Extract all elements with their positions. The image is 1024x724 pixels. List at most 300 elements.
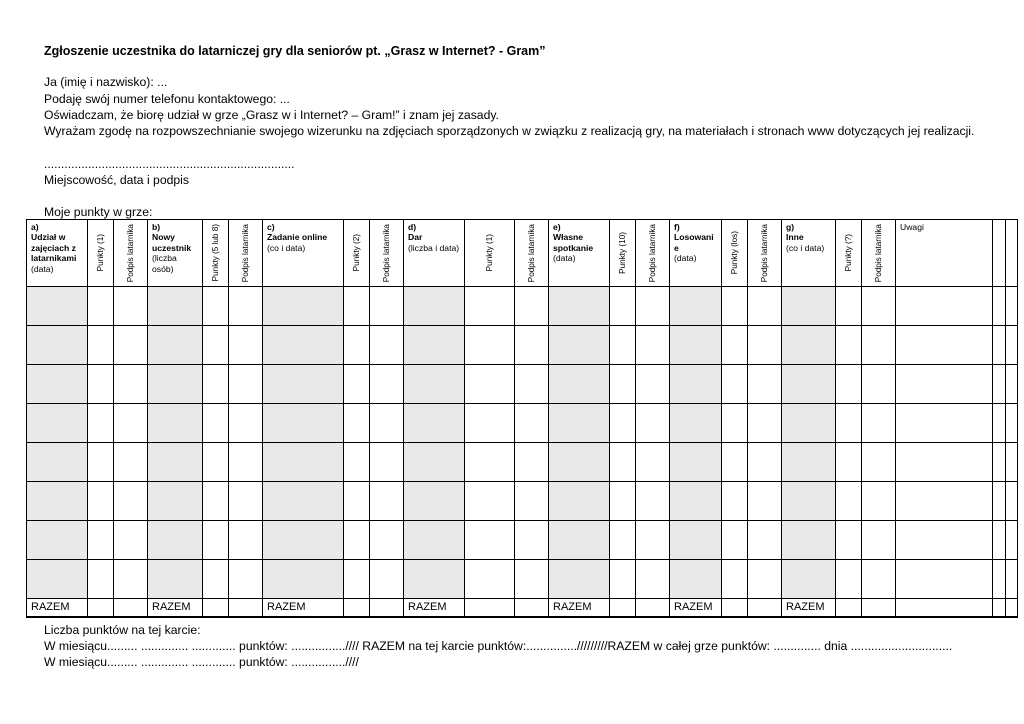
points-cell[interactable] — [88, 404, 114, 443]
points-header — [203, 220, 229, 287]
signature-cell[interactable] — [229, 404, 263, 443]
points-cell[interactable] — [203, 404, 229, 443]
points-cell[interactable] — [344, 287, 370, 326]
entry-row — [27, 326, 1018, 365]
category-name: Własne spotkanie — [553, 232, 594, 253]
header-row — [27, 220, 1018, 287]
extra-cell[interactable] — [1006, 326, 1018, 365]
extra-cell[interactable] — [993, 287, 1006, 326]
sum-points-cell[interactable] — [88, 599, 114, 618]
points-cell[interactable] — [722, 404, 748, 443]
points-cell[interactable] — [836, 287, 862, 326]
entry-cell[interactable] — [670, 443, 722, 482]
category-name: Dar — [408, 232, 423, 243]
signature-cell[interactable] — [114, 560, 148, 599]
extra-cell[interactable] — [1006, 482, 1018, 521]
signature-cell[interactable] — [636, 482, 670, 521]
entry-cell[interactable] — [549, 521, 610, 560]
points-header — [344, 220, 370, 287]
signature-cell[interactable] — [748, 287, 782, 326]
category-header — [404, 220, 465, 287]
entry-cell[interactable] — [404, 287, 465, 326]
signature-cell[interactable] — [515, 326, 549, 365]
signature-cell[interactable] — [636, 404, 670, 443]
extra-header — [993, 220, 1006, 287]
sum-label-cell — [263, 599, 344, 618]
footer-line-1: Liczba punktów na tej karcie: — [44, 623, 201, 637]
remarks-cell[interactable] — [896, 287, 993, 326]
category-note: (co i data) — [786, 242, 825, 253]
extra-cell[interactable] — [1006, 521, 1018, 560]
signature-cell[interactable] — [515, 560, 549, 599]
signature-cell[interactable] — [370, 482, 404, 521]
entry-cell[interactable] — [148, 326, 203, 365]
entry-cell[interactable] — [27, 404, 88, 443]
signature-cell[interactable] — [862, 482, 896, 521]
entry-cell[interactable] — [782, 365, 836, 404]
extra-cell[interactable] — [993, 560, 1006, 599]
entry-row — [27, 521, 1018, 560]
category-header — [27, 220, 88, 287]
remarks-cell[interactable] — [896, 404, 993, 443]
entry-cell[interactable] — [670, 560, 722, 599]
signature-header — [370, 220, 404, 287]
entry-row — [27, 443, 1018, 482]
category-note: (data) — [553, 253, 576, 264]
signature-header — [862, 220, 896, 287]
signature-label: Podpis latarnika — [381, 223, 391, 283]
signature-cell[interactable] — [229, 443, 263, 482]
signature-cell[interactable] — [229, 287, 263, 326]
sum-label: RAZEM — [152, 601, 191, 613]
signature-cell[interactable] — [229, 326, 263, 365]
points-header — [88, 220, 114, 287]
points-label: Punkty (?) — [843, 234, 853, 272]
category-letter: f) — [674, 222, 680, 232]
signature-cell[interactable] — [636, 365, 670, 404]
points-cell[interactable] — [836, 521, 862, 560]
category-note: (liczba osób) — [152, 253, 177, 274]
sum-extra-cell[interactable] — [993, 599, 1006, 618]
signature-label: Podpis latarnika — [647, 223, 657, 283]
points-header — [722, 220, 748, 287]
sum-points-cell[interactable] — [836, 599, 862, 618]
entry-cell[interactable] — [263, 482, 344, 521]
entry-cell[interactable] — [549, 443, 610, 482]
entry-cell[interactable] — [782, 326, 836, 365]
category-header — [670, 220, 722, 287]
extra-cell[interactable] — [993, 326, 1006, 365]
points-cell[interactable] — [722, 443, 748, 482]
entry-row — [27, 560, 1018, 599]
signature-cell[interactable] — [636, 326, 670, 365]
signature-cell[interactable] — [370, 404, 404, 443]
footer-line-3: W miesiącu......... .............. ............. punktów: ................//// — [44, 655, 359, 669]
entry-cell[interactable] — [263, 560, 344, 599]
signature-header — [229, 220, 263, 287]
entry-cell[interactable] — [148, 443, 203, 482]
signature-cell[interactable] — [862, 521, 896, 560]
sum-label: RAZEM — [674, 601, 713, 613]
extra-cell[interactable] — [993, 521, 1006, 560]
entry-cell[interactable] — [148, 404, 203, 443]
category-header — [148, 220, 203, 287]
sum-row — [27, 599, 1018, 618]
signature-cell[interactable] — [515, 365, 549, 404]
category-letter: c) — [267, 222, 275, 232]
sum-label-cell — [549, 599, 610, 618]
signature-label: Podpis latarnika — [240, 223, 250, 283]
footer-line-2: W miesiącu......... .............. ............. punktów: ................//// RAZEM na tej karcie punktów:.............../////////RAZEM w całej grze punktów: .............. dnia .............................. — [44, 639, 953, 653]
entry-cell[interactable] — [148, 365, 203, 404]
sum-signature-cell[interactable] — [515, 599, 549, 618]
category-note: (co i data) — [267, 242, 306, 253]
sum-signature-cell[interactable] — [636, 599, 670, 618]
sum-label-cell — [782, 599, 836, 618]
entry-cell[interactable] — [27, 521, 88, 560]
signature-cell[interactable] — [748, 521, 782, 560]
category-header — [549, 220, 610, 287]
signature-cell[interactable] — [515, 482, 549, 521]
category-name: Udział w zajęciach z latarnikami — [31, 232, 77, 264]
entry-cell[interactable] — [148, 482, 203, 521]
points-header — [836, 220, 862, 287]
points-cell[interactable] — [203, 443, 229, 482]
entry-cell[interactable] — [263, 326, 344, 365]
signature-cell[interactable] — [748, 365, 782, 404]
category-note: (data) — [31, 263, 54, 274]
entry-cell[interactable] — [27, 326, 88, 365]
signature-label: Podpis latarnika — [125, 223, 135, 283]
entry-cell[interactable] — [549, 560, 610, 599]
sum-label: RAZEM — [267, 601, 306, 613]
remarks-cell[interactable] — [896, 521, 993, 560]
category-note: (data) — [674, 253, 697, 264]
signature-cell[interactable] — [515, 521, 549, 560]
signature-cell[interactable] — [515, 287, 549, 326]
signature-header — [748, 220, 782, 287]
consent-line: Wyrażam zgodę na rozpowszechnianie swojego wizerunku na zdjęciach sporządzonych w związku z realizacją gry, na materiałach i stronach www dotyczących jej realizacji. — [44, 124, 975, 138]
entry-cell[interactable] — [782, 482, 836, 521]
name-line: Ja (imię i nazwisko): ... — [44, 75, 168, 89]
sum-points-cell[interactable] — [203, 599, 229, 618]
sum-points-cell[interactable] — [344, 599, 370, 618]
remarks-cell[interactable] — [896, 326, 993, 365]
remarks-cell[interactable] — [896, 482, 993, 521]
signature-header — [636, 220, 670, 287]
entry-cell[interactable] — [404, 482, 465, 521]
entry-cell[interactable] — [782, 560, 836, 599]
category-name: Inne — [786, 232, 804, 243]
entry-cell[interactable] — [148, 287, 203, 326]
points-cell[interactable] — [344, 560, 370, 599]
points-cell[interactable] — [610, 443, 636, 482]
points-cell[interactable] — [722, 521, 748, 560]
points-label: Punkty (2) — [351, 234, 361, 272]
signature-cell[interactable] — [229, 365, 263, 404]
points-cell[interactable] — [344, 443, 370, 482]
points-cell[interactable] — [610, 326, 636, 365]
points-cell[interactable] — [722, 482, 748, 521]
signature-cell[interactable] — [370, 326, 404, 365]
entry-cell[interactable] — [27, 443, 88, 482]
signature-cell[interactable] — [114, 482, 148, 521]
points-cell[interactable] — [344, 482, 370, 521]
entry-cell[interactable] — [263, 404, 344, 443]
entry-cell[interactable] — [670, 404, 722, 443]
extra-cell[interactable] — [1006, 287, 1018, 326]
remarks-cell[interactable] — [896, 443, 993, 482]
points-cell[interactable] — [836, 326, 862, 365]
signature-cell[interactable] — [114, 326, 148, 365]
category-name: Zadanie online — [267, 232, 328, 243]
category-name: Nowy uczestnik — [152, 232, 192, 253]
points-cell[interactable] — [203, 326, 229, 365]
category-letter: e) — [553, 222, 561, 232]
entry-cell[interactable] — [148, 560, 203, 599]
signature-cell[interactable] — [748, 443, 782, 482]
sum-remarks-cell[interactable] — [896, 599, 993, 618]
points-cell[interactable] — [465, 482, 515, 521]
points-cell[interactable] — [465, 365, 515, 404]
signature-header — [114, 220, 148, 287]
signature-cell[interactable] — [114, 404, 148, 443]
category-name: Losowani e — [674, 232, 714, 253]
signature-caption: Miejscowość, data i podpis — [44, 173, 189, 187]
entry-cell[interactable] — [549, 287, 610, 326]
entry-cell[interactable] — [148, 521, 203, 560]
points-cell[interactable] — [610, 521, 636, 560]
points-cell[interactable] — [203, 365, 229, 404]
points-cell[interactable] — [836, 365, 862, 404]
signature-header — [515, 220, 549, 287]
points-cell[interactable] — [836, 443, 862, 482]
entry-cell[interactable] — [782, 443, 836, 482]
sum-label-cell — [670, 599, 722, 618]
signature-dots: .......................................................................... — [44, 157, 295, 171]
signature-cell[interactable] — [748, 404, 782, 443]
signature-label: Podpis latarnika — [526, 223, 536, 283]
signature-cell[interactable] — [862, 560, 896, 599]
points-cell[interactable] — [344, 365, 370, 404]
points-cell[interactable] — [88, 521, 114, 560]
signature-cell[interactable] — [114, 287, 148, 326]
signature-cell[interactable] — [370, 521, 404, 560]
entry-row — [27, 404, 1018, 443]
signature-cell[interactable] — [748, 326, 782, 365]
points-cell[interactable] — [610, 404, 636, 443]
points-cell[interactable] — [610, 287, 636, 326]
points-cell[interactable] — [203, 560, 229, 599]
signature-cell[interactable] — [370, 365, 404, 404]
entry-cell[interactable] — [782, 521, 836, 560]
entry-cell[interactable] — [670, 482, 722, 521]
declaration-line: Oświadczam, że biorę udział w grze „Grasz w i Internet? – Gram!” i znam jej zasady. — [44, 108, 499, 122]
signature-cell[interactable] — [114, 521, 148, 560]
entry-cell[interactable] — [404, 365, 465, 404]
entry-cell[interactable] — [263, 287, 344, 326]
points-label: Punkty (1) — [95, 234, 105, 272]
entry-row — [27, 287, 1018, 326]
entry-cell[interactable] — [404, 404, 465, 443]
points-cell[interactable] — [722, 326, 748, 365]
entry-cell[interactable] — [404, 326, 465, 365]
signature-cell[interactable] — [636, 287, 670, 326]
points-cell[interactable] — [344, 326, 370, 365]
signature-cell[interactable] — [862, 443, 896, 482]
points-cell[interactable] — [465, 287, 515, 326]
points-cell[interactable] — [88, 482, 114, 521]
entry-row — [27, 482, 1018, 521]
signature-cell[interactable] — [636, 521, 670, 560]
extra-cell[interactable] — [1006, 560, 1018, 599]
extra-header — [1006, 220, 1018, 287]
points-header — [610, 220, 636, 287]
points-cell[interactable] — [344, 404, 370, 443]
extra-cell[interactable] — [1006, 404, 1018, 443]
signature-cell[interactable] — [114, 365, 148, 404]
category-letter: d) — [408, 222, 417, 232]
category-header — [782, 220, 836, 287]
remarks-cell[interactable] — [896, 365, 993, 404]
entry-cell[interactable] — [263, 365, 344, 404]
entry-cell[interactable] — [27, 365, 88, 404]
signature-cell[interactable] — [515, 443, 549, 482]
sum-label: RAZEM — [553, 601, 592, 613]
signature-cell[interactable] — [229, 560, 263, 599]
points-cell[interactable] — [610, 560, 636, 599]
points-cell[interactable] — [88, 443, 114, 482]
entry-cell[interactable] — [263, 521, 344, 560]
sum-signature-cell[interactable] — [370, 599, 404, 618]
sum-signature-cell[interactable] — [114, 599, 148, 618]
sum-points-cell[interactable] — [465, 599, 515, 618]
sum-signature-cell[interactable] — [862, 599, 896, 618]
points-cell[interactable] — [465, 521, 515, 560]
points-cell[interactable] — [465, 326, 515, 365]
remarks-label: Uwagi — [900, 222, 924, 232]
signature-cell[interactable] — [862, 287, 896, 326]
points-cell[interactable] — [88, 287, 114, 326]
category-note: (liczba i data) — [408, 242, 460, 253]
entry-cell[interactable] — [404, 443, 465, 482]
signature-cell[interactable] — [636, 560, 670, 599]
signature-label: Podpis latarnika — [873, 223, 883, 283]
points-cell[interactable] — [88, 560, 114, 599]
entry-cell[interactable] — [27, 560, 88, 599]
sum-label-cell — [148, 599, 203, 618]
signature-cell[interactable] — [862, 365, 896, 404]
entry-cell[interactable] — [404, 521, 465, 560]
entry-cell[interactable] — [549, 404, 610, 443]
points-cell[interactable] — [203, 482, 229, 521]
sum-signature-cell[interactable] — [748, 599, 782, 618]
points-cell[interactable] — [722, 287, 748, 326]
sum-label-cell — [27, 599, 88, 618]
signature-cell[interactable] — [636, 443, 670, 482]
signature-cell[interactable] — [748, 560, 782, 599]
sum-points-cell[interactable] — [610, 599, 636, 618]
signature-cell[interactable] — [229, 521, 263, 560]
entry-cell[interactable] — [670, 365, 722, 404]
entry-cell[interactable] — [670, 287, 722, 326]
points-cell[interactable] — [203, 521, 229, 560]
entry-cell[interactable] — [263, 443, 344, 482]
signature-cell[interactable] — [370, 443, 404, 482]
points-cell[interactable] — [88, 326, 114, 365]
points-cell[interactable] — [610, 365, 636, 404]
points-label: Punkty (5 lub 8) — [210, 224, 220, 282]
points-cell[interactable] — [465, 404, 515, 443]
remarks-header — [896, 220, 993, 287]
entry-cell[interactable] — [549, 326, 610, 365]
sum-label-cell — [404, 599, 465, 618]
points-cell[interactable] — [88, 365, 114, 404]
signature-cell[interactable] — [370, 287, 404, 326]
category-letter: g) — [786, 222, 795, 232]
entry-cell[interactable] — [27, 482, 88, 521]
points-cell[interactable] — [836, 560, 862, 599]
entry-cell[interactable] — [549, 365, 610, 404]
signature-cell[interactable] — [862, 326, 896, 365]
points-cell[interactable] — [610, 482, 636, 521]
entry-cell[interactable] — [404, 560, 465, 599]
extra-cell[interactable] — [993, 365, 1006, 404]
signature-label: Podpis latarnika — [759, 223, 769, 283]
signature-cell[interactable] — [114, 443, 148, 482]
sum-label: RAZEM — [786, 601, 825, 613]
points-cell[interactable] — [465, 443, 515, 482]
points-cell[interactable] — [203, 287, 229, 326]
entry-cell[interactable] — [27, 287, 88, 326]
sum-extra-cell[interactable] — [1006, 599, 1018, 618]
points-cell[interactable] — [836, 482, 862, 521]
points-label: Punkty (1) — [484, 234, 494, 272]
points-table — [26, 219, 1018, 618]
signature-cell[interactable] — [370, 560, 404, 599]
entry-cell[interactable] — [670, 521, 722, 560]
points-cell[interactable] — [722, 560, 748, 599]
signature-cell[interactable] — [862, 404, 896, 443]
sum-points-cell[interactable] — [722, 599, 748, 618]
extra-cell[interactable] — [993, 404, 1006, 443]
entry-cell[interactable] — [670, 326, 722, 365]
sum-signature-cell[interactable] — [229, 599, 263, 618]
signature-cell[interactable] — [229, 482, 263, 521]
extra-cell[interactable] — [993, 443, 1006, 482]
signature-cell[interactable] — [515, 404, 549, 443]
points-label: Punkty (10) — [617, 232, 627, 274]
remarks-cell[interactable] — [896, 560, 993, 599]
category-header — [263, 220, 344, 287]
entry-cell[interactable] — [549, 482, 610, 521]
signature-cell[interactable] — [748, 482, 782, 521]
points-cell[interactable] — [344, 521, 370, 560]
entry-cell[interactable] — [782, 287, 836, 326]
entry-cell[interactable] — [782, 404, 836, 443]
points-cell[interactable] — [722, 365, 748, 404]
extra-cell[interactable] — [1006, 365, 1018, 404]
category-letter: a) — [31, 222, 39, 232]
entry-row — [27, 365, 1018, 404]
points-cell[interactable] — [836, 404, 862, 443]
points-cell[interactable] — [465, 560, 515, 599]
extra-cell[interactable] — [993, 482, 1006, 521]
phone-line: Podaję swój numer telefonu kontaktowego: ... — [44, 92, 290, 106]
form-title: Zgłoszenie uczestnika do latarniczej gry dla seniorów pt. „Grasz w Internet? - Gram” — [44, 44, 546, 58]
sum-label: RAZEM — [31, 601, 70, 613]
extra-cell[interactable] — [1006, 443, 1018, 482]
